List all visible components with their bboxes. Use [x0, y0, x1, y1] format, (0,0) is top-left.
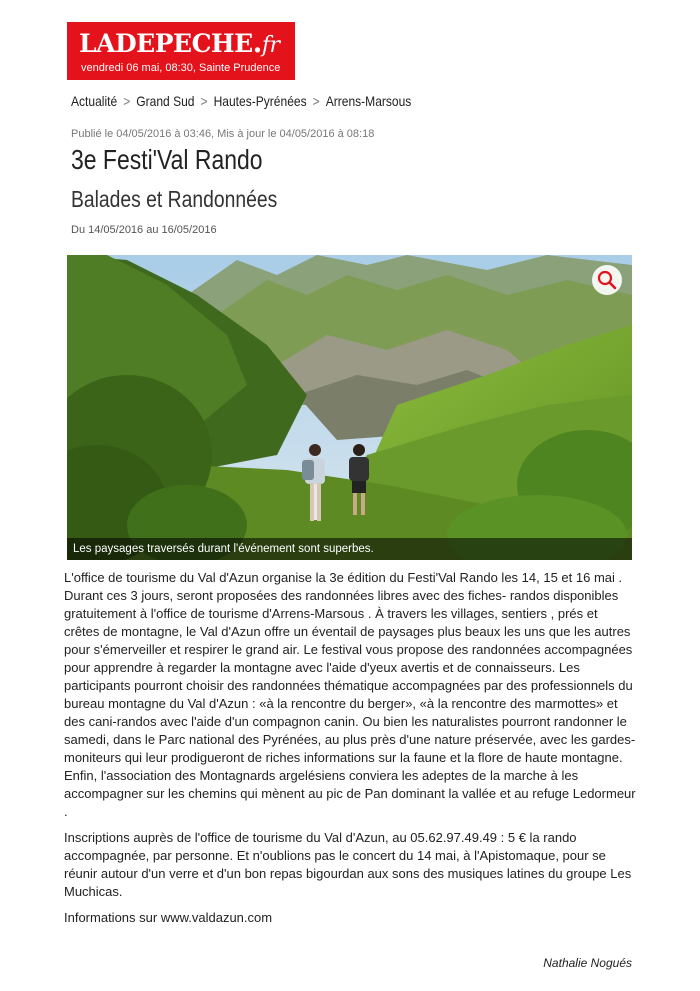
event-dates: Du 14/05/2016 au 16/05/2016 — [71, 224, 217, 236]
breadcrumb-item-actualite[interactable]: Actualité — [71, 93, 118, 109]
breadcrumb-item-hautes-pyrenees[interactable]: Hautes-Pyrénées — [213, 93, 307, 109]
site-logo[interactable] — [67, 22, 295, 80]
breadcrumb-item-grand-sud[interactable]: Grand Sud — [136, 93, 195, 109]
article-photo[interactable] — [67, 255, 632, 560]
magnifier-icon — [592, 265, 622, 295]
breadcrumb-item-arrens-marsous[interactable]: Arrens-Marsous — [325, 93, 412, 109]
logo-dot: . — [252, 26, 262, 59]
breadcrumb — [71, 93, 411, 109]
article-paragraph: L'office de tourisme du Val d'Azun organise la 3e édition du Festi'Val Rando les 14, 15 et 16 mai . Durant ces 3 jours, seront proposées des randonnées libres avec des fiches- randos disponibles gratuitement à l'office de tourisme d'Arrens-Marsous . À travers les villages, sentiers , prés et crêtes de montagne, le Val d'Azun offre un éventail de paysages plus beaux les uns que les autres pour s'émerveiller et respirer le grand air. Le festival vous propose des randonnées accompagnées pour apprendre à regarder la montagne avec l'aide d'yeux avertis et de connaisseurs. Les participants pourront choisir des randonnées thématique accompagnées par des professionnels du bureau montagne du Val d'Azun : «à la rencontre du berger», «à la rencontre des marmottes» et des cani-randos avec l'aide d'un compagnon canin. Ou bien les naturalistes pourront randonner le samedi, dans le Parc national des Pyrénées, au plus près d'une nature préservée, avec les gardes-moniteurs qui leur prodigueront de riches informations sur la faune et la flore de haute montagne. Enfin, l'association des Montagnards argelésiens conviera les adeptes de la marche à les accompagner sur les chemins qui mènent au pic de Pan dominant la vallée et au refuge Ledormeur . — [64, 570, 636, 819]
logo-wordmark — [79, 26, 280, 59]
logo-main: LADEPECHE — [79, 29, 253, 58]
photo-caption: Les paysages traversés durant l'événement sont superbes. — [67, 538, 632, 560]
breadcrumb-separator: > — [312, 93, 320, 109]
article-paragraph: Inscriptions auprès de l'office de tourisme du Val d'Azun, au 05.62.97.49.49 : 5 € la rando accompagnée, par personne. Et n'oublions pas le concert du 14 mai, à l'Apistomaque, pour se réunir autour d'un verre et d'un bon repas bigourdan aux sons des musiques latines du groupe Les Muchicas. — [64, 830, 632, 899]
logo-tld: fr — [261, 33, 280, 58]
publication-info: Publié le 04/05/2016 à 03:46, Mis à jour le 04/05/2016 à 08:18 — [71, 128, 375, 140]
breadcrumb-separator: > — [200, 93, 208, 109]
mountain-landscape-illustration — [67, 255, 632, 560]
article-paragraph: Informations sur www.valdazun.com — [64, 910, 273, 925]
breadcrumb-separator: > — [123, 93, 131, 109]
article-body — [64, 569, 636, 935]
article-author: Nathalie Nogués — [543, 956, 632, 970]
masthead-date: vendredi 06 mai, 08:30, Sainte Prudence — [81, 62, 281, 74]
article-subtitle: Balades et Randonnées — [71, 186, 278, 212]
zoom-button[interactable] — [592, 265, 622, 295]
article-title: 3e Festi'Val Rando — [71, 144, 263, 175]
